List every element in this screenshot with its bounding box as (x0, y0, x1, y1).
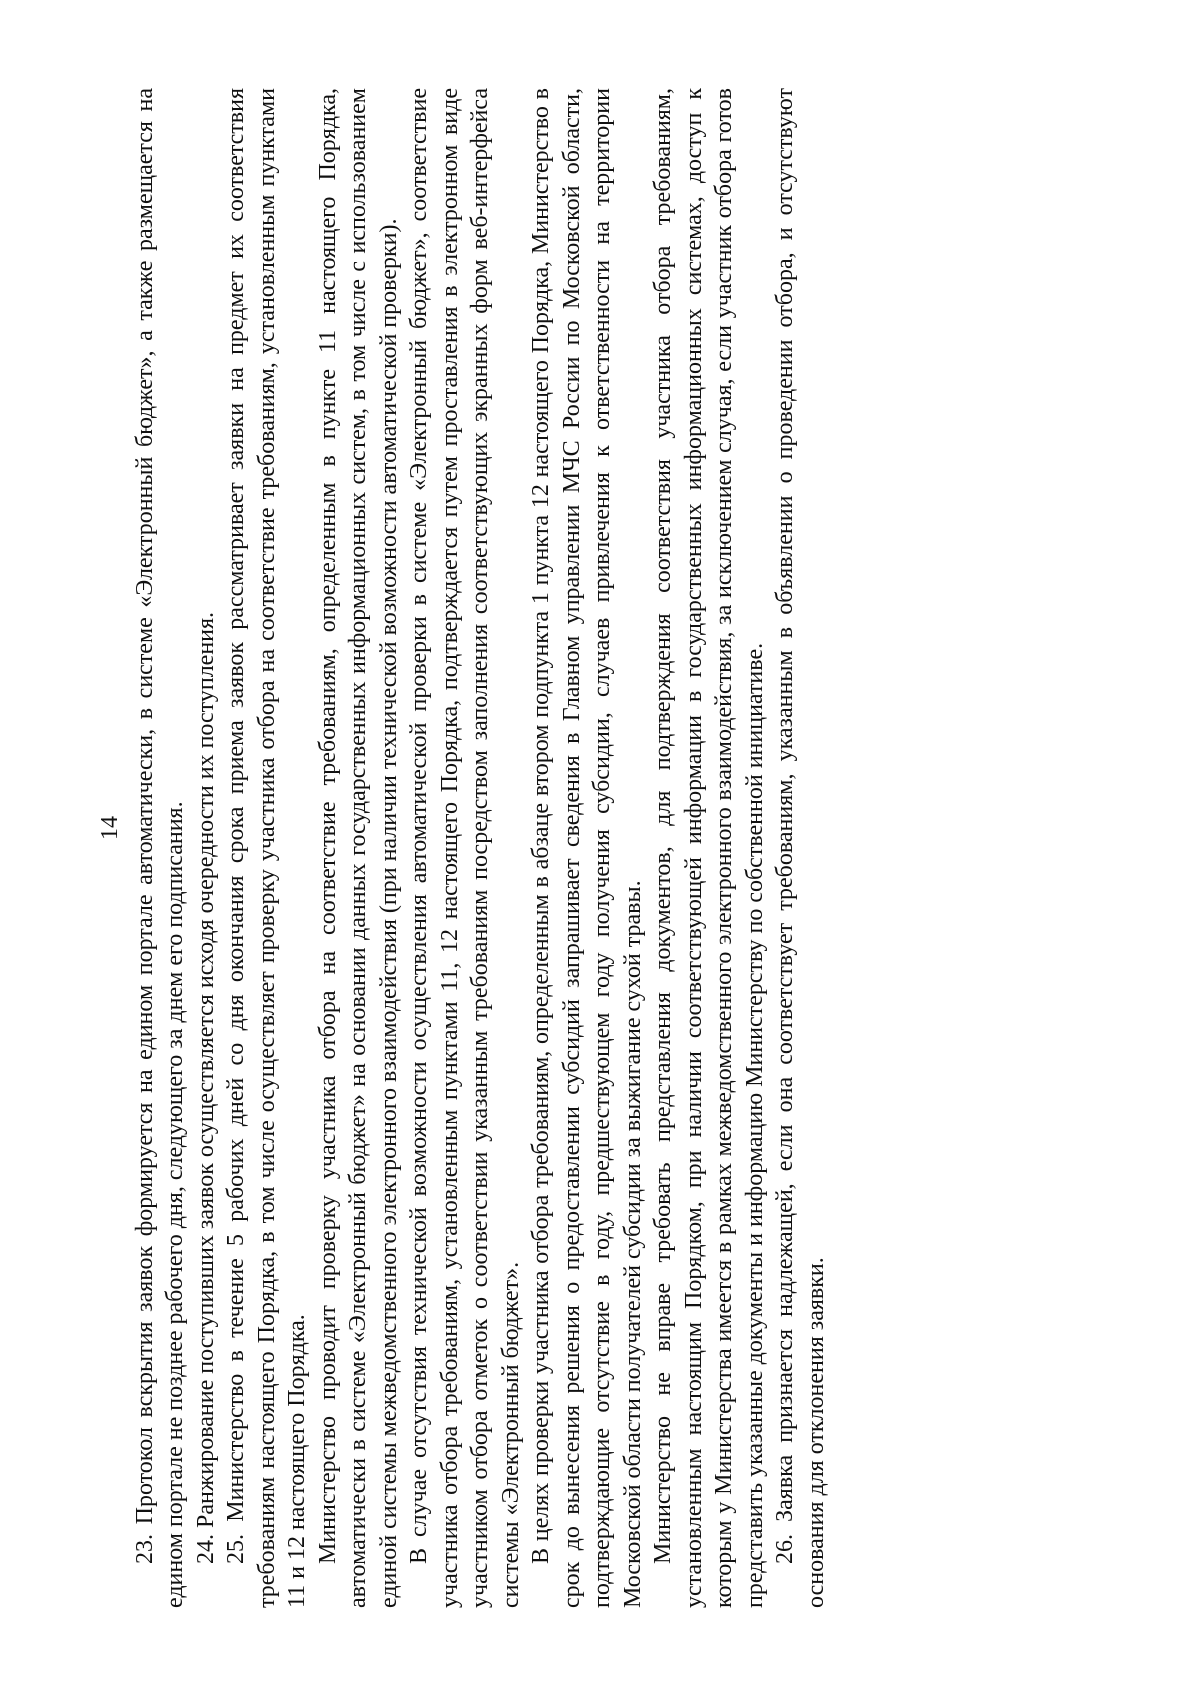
page-number: 14 (97, 816, 123, 840)
paragraph-mchs-check: В целях проверки участника отбора требованиям, определенным в абзаце втором подпункта 1 пункта 12 настоящего Порядка, Министерство в срок до вынесения решения о предоставлении субсидий запрашивает сведения в Главном управлении МЧС России по Московской области, подтверждающие отсутствие в году, предшествующем году получения субсидии, случаев привлечения к ответственности на территории Московской области получателей субсидии за выжигание сухой травы. (528, 88, 646, 1608)
paragraph-automatic-check: Министерство проводит проверку участника отбора на соответствие требованиям, определенным в пункте 11 настоящего Порядка, автоматически в системе «Электронный бюджет» на основании данных государственных информационных систем, в том числе с использованием единой системы межведомственного электронного взаимодействия (при наличии технической возможности автоматической проверки). (314, 88, 402, 1608)
paragraph-23: 23. Протокол вскрытия заявок формируется на едином портале автоматически, в системе «Электронный бюджет», а также размещается на едином портале не позднее рабочего дня, следующего за днем его подписания. (131, 88, 188, 1608)
paragraph-no-technical-possibility: В случае отсутствия технической возможности осуществления автоматической проверки в системе «Электронный бюджет», соответствие участника отбора требованиям, установленным пунктами 11, 12 настоящего Порядка, подтверждается путем проставления в электронном виде участником отбора отметок о соответствии указанным требованиям посредством заполнения соответствующих экранных форм веб-интерфейса системы «Электронный бюджет». (406, 88, 524, 1608)
paragraph-24: 24. Ранжирование поступивших заявок осуществляется исходя очередности их поступления. (192, 611, 219, 1564)
paragraph-26: 26. Заявка признается надлежащей, если она соответствует требованиям, указанным в объявлении о проведении отбора, и отсутствуют основания для отклонения заявки. (772, 88, 829, 1608)
paragraph-documents-requirement: Министерство не вправе требовать представления документов, для подтверждения соответствия участника отбора требованиям, установленным настоящим Порядком, при наличии соответствующей информации в государственных информационных системах, доступ к которым у Министерства имеется в рамках межведомственного электронного взаимодействия, за исключением случая, если участник отбора готов представить указанные документы и информацию Министерству по собственной инициативе. (650, 88, 768, 1608)
rotated-text-block (95, 88, 1105, 1608)
paragraph-25: 25. Министерство в течение 5 рабочих дней со дня окончания срока приема заявок рассматривает заявки на предмет их соответствия требованиям настоящего Порядка, в том числе осуществляет проверку участника отбора на соответствие требованиям, установленным пунктами 11 и 12 настоящего Порядка. (223, 88, 310, 1608)
